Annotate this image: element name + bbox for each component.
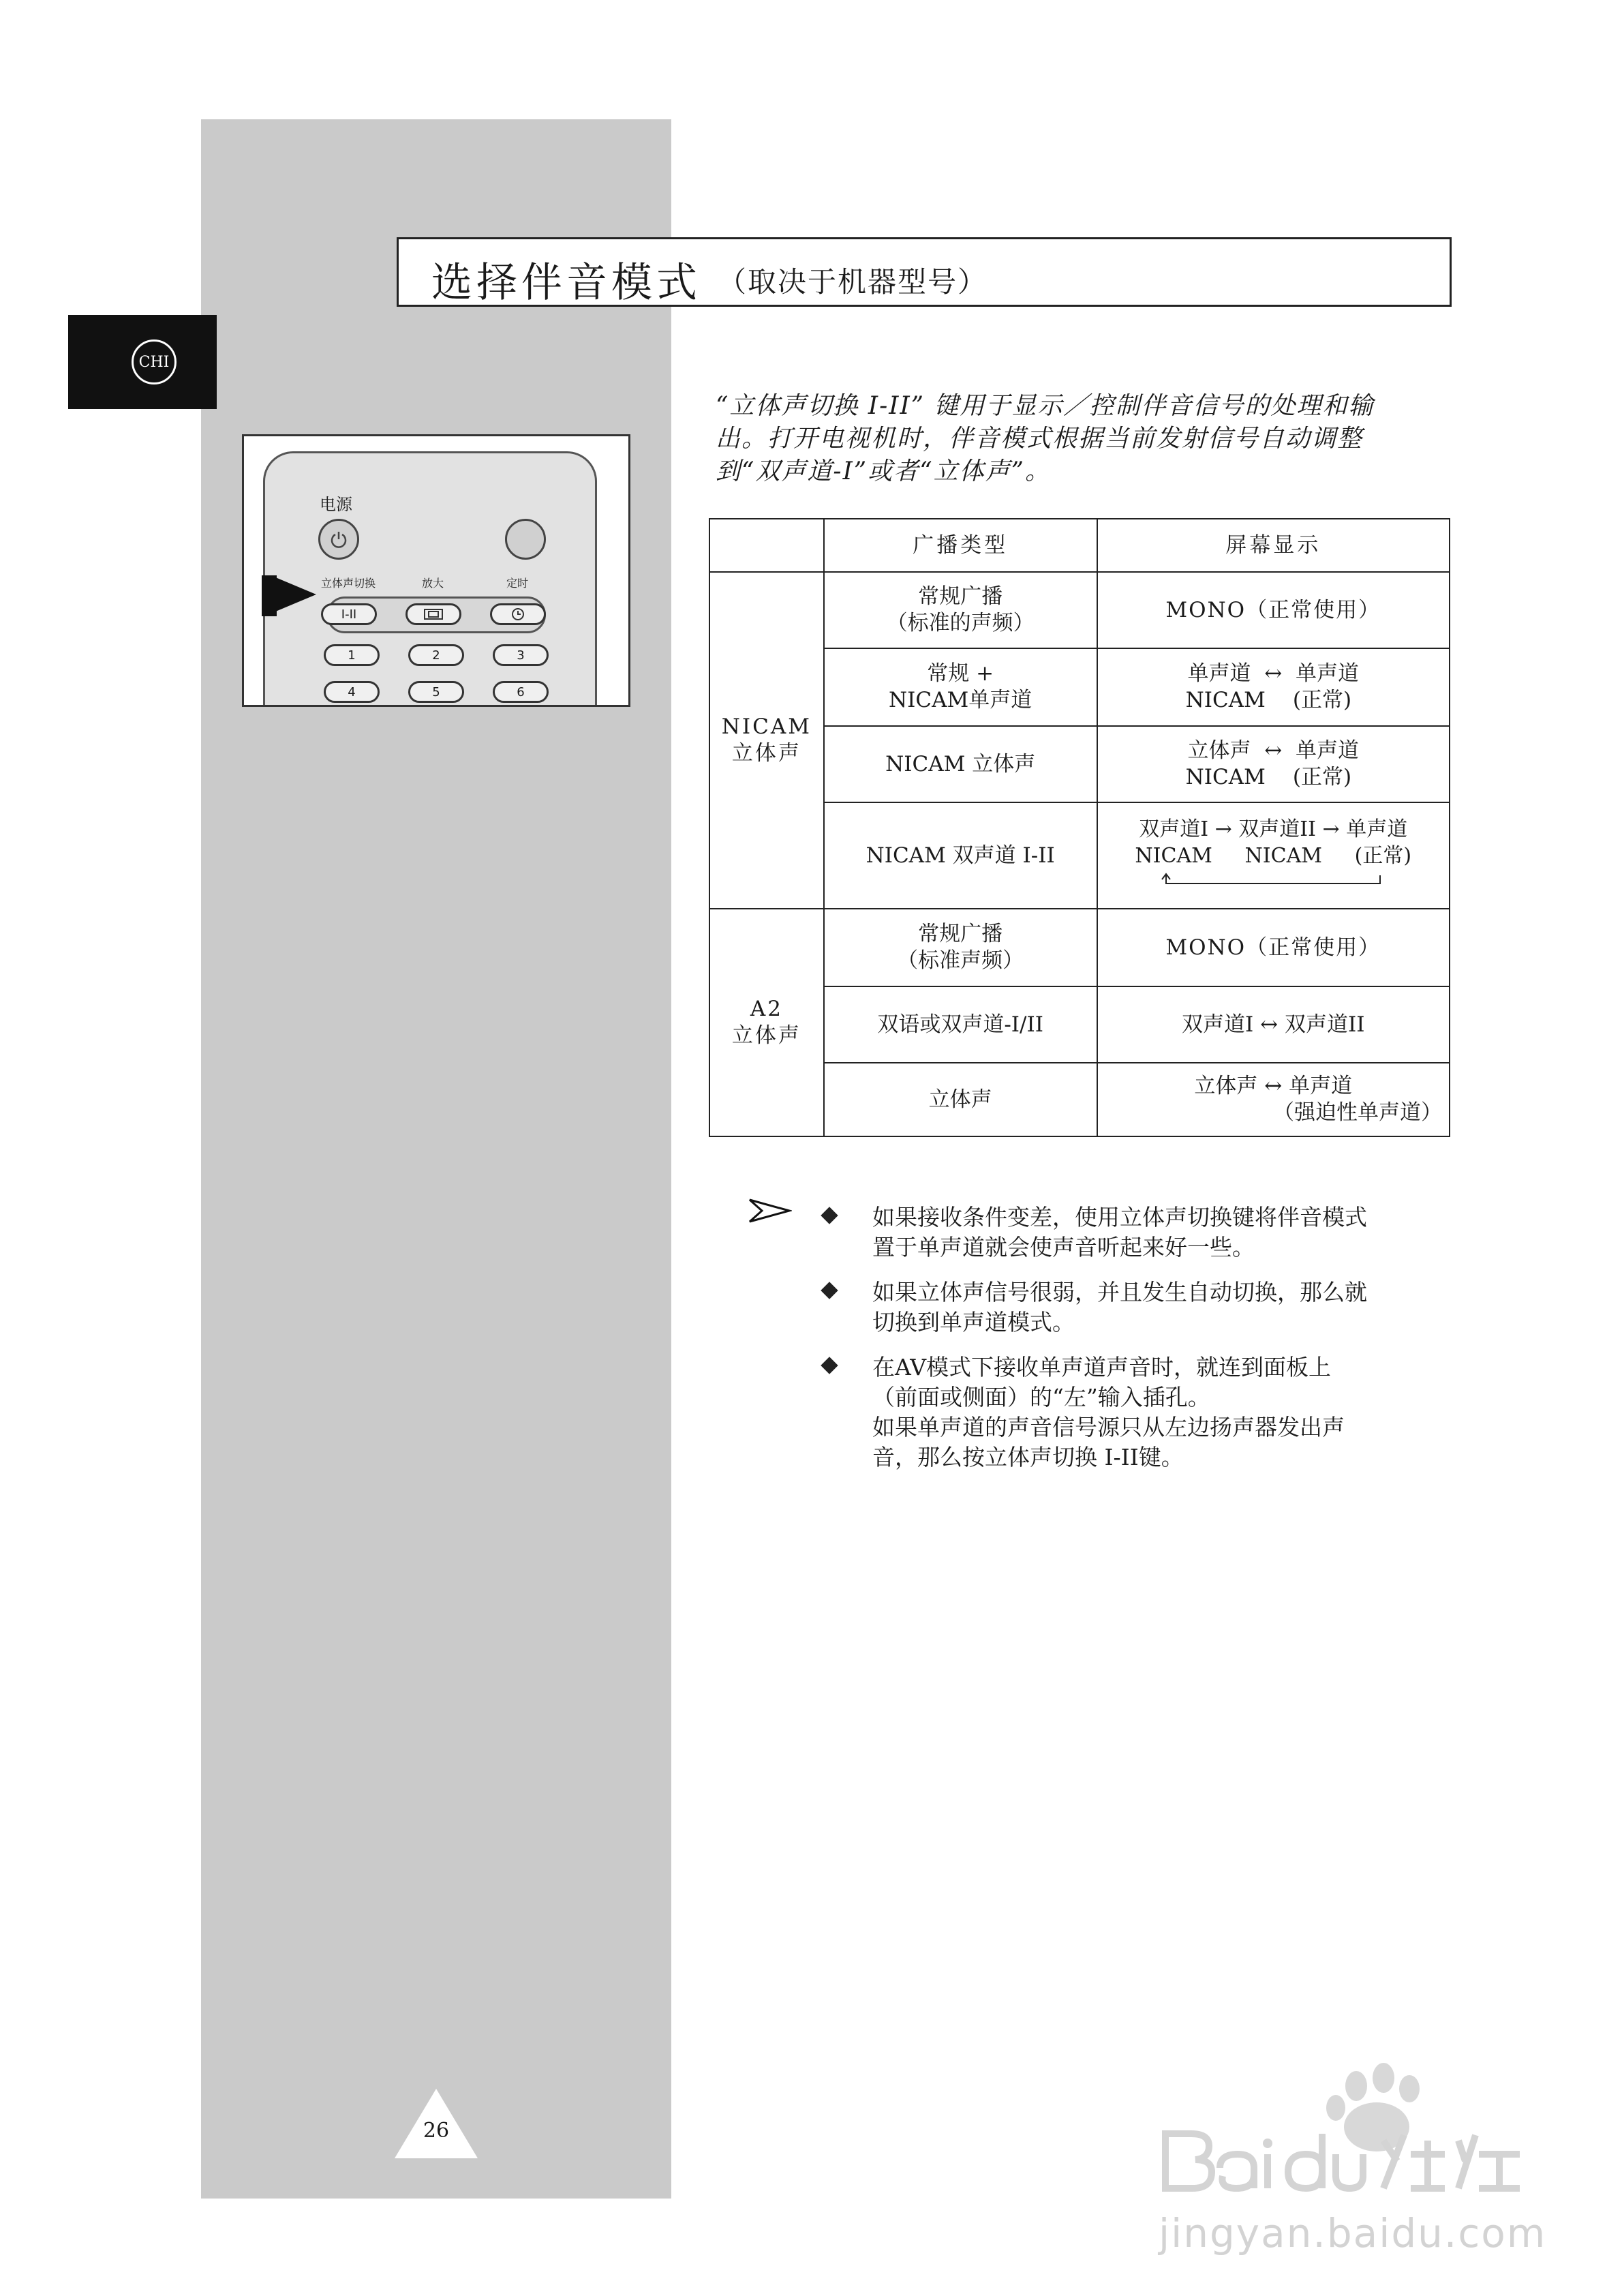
broadcast-type-cell: 常规广播 （标准的声频） (824, 572, 1097, 648)
intro-paragraph (716, 390, 1458, 488)
notes-list (823, 1203, 1464, 1487)
broadcast-type-cell: 立体声 (824, 1063, 1097, 1136)
display-text: （强迫性单声道） (1273, 1100, 1442, 1125)
page-number: 26 (423, 2119, 450, 2143)
bullet-diamond-icon (821, 1282, 838, 1299)
language-tab (68, 315, 217, 409)
note-line: 置于单声道就会使声音听起来好一些。 (872, 1234, 1255, 1260)
display-arrow: ↔ (1264, 661, 1283, 686)
number-key: 2 (408, 644, 464, 666)
language-badge: CHI (132, 339, 177, 384)
note-item (823, 1203, 1464, 1263)
number-key: 3 (493, 644, 549, 666)
intro-line: 出。打开电视机时，伴音模式根据当前发射信号自动调整 (716, 425, 1364, 453)
sidebar-gray-column (201, 119, 671, 2199)
title-box (397, 237, 1452, 307)
table-header (709, 519, 824, 572)
display-cell (1097, 726, 1450, 802)
power-label: 电源 (320, 495, 352, 514)
remote-illustration (242, 434, 630, 707)
broadcast-type-cell: 常规广播 （标准声频） (824, 909, 1097, 986)
note-line: 如果立体声信号很弱，并且发生自动切换，那么就 (872, 1279, 1367, 1305)
table-header-row (709, 519, 1450, 572)
display-cell (1097, 802, 1450, 909)
intro-line: “立体声切换 I-II” 键用于显示／控制伴音信号的处理和输 (716, 392, 1375, 420)
intro-line: 到“双声道-I”或者“立体声”。 (716, 457, 1052, 485)
display-arrow: ↔ (1264, 738, 1283, 763)
broadcast-type-cell: 双语或双声道-I/II (824, 986, 1097, 1063)
display-text: NICAM (1185, 765, 1266, 789)
note-line: 音，那么按立体声切换 I-II键。 (872, 1444, 1184, 1470)
note-line: 如果接收条件变差，使用立体声切换键将伴音模式 (872, 1204, 1367, 1230)
group-cell: A2 立体声 (709, 909, 824, 1136)
pointer-arrow-icon (274, 577, 316, 612)
number-key: 1 (324, 644, 380, 666)
loop-arrow-icon (1161, 873, 1386, 889)
note-line: （前面或侧面）的“左”输入插孔。 (872, 1384, 1210, 1410)
display-text: 单声道 (1295, 738, 1359, 763)
note-line: 在AV模式下接收单声道声音时，就连到面板上 (872, 1354, 1332, 1380)
display-text: NICAM (1185, 688, 1266, 712)
display-cell: MONO（正常使用） (1097, 572, 1450, 648)
display-cell: MONO（正常使用） (1097, 909, 1450, 986)
display-cell (1097, 648, 1450, 726)
display-text: (正常) (1292, 688, 1352, 712)
broadcast-type-cell: NICAM 立体声 (824, 726, 1097, 802)
display-text: 立体声 (1187, 738, 1251, 763)
display-text: 双声道I → 双声道II → 单声道 (1139, 817, 1408, 841)
display-text: 立体声 ↔ 单声道 (1194, 1074, 1353, 1098)
display-text: 单声道 (1295, 661, 1359, 686)
page-subtitle: （取决于机器型号） (718, 265, 988, 299)
group-cell: NICAM 立体声 (709, 572, 824, 909)
number-key: 5 (408, 681, 464, 703)
display-text: 单声道 (1187, 661, 1251, 686)
baidu-watermark-logo (1152, 2059, 1533, 2202)
number-key: 4 (324, 681, 380, 703)
note-line: 如果单声道的声音信号源只从左边扬声器发出声 (872, 1414, 1345, 1440)
power-icon (328, 529, 349, 549)
power-button (318, 519, 359, 560)
stereo-button: I-II (321, 603, 377, 625)
bullet-diamond-icon (821, 1357, 838, 1374)
display-cell: 双声道I ↔ 双声道II (1097, 986, 1450, 1063)
table-header: 广播类型 (824, 519, 1097, 572)
display-text: NICAM NICAM (正常) (1135, 843, 1412, 868)
note-line: 切换到单声道模式。 (872, 1309, 1075, 1335)
broadcast-type-cell: NICAM 双声道 I-II (824, 802, 1097, 909)
bullet-diamond-icon (821, 1207, 838, 1224)
number-key: 6 (493, 681, 549, 703)
blank-round-button (505, 519, 546, 560)
display-text: (正常) (1292, 765, 1352, 789)
note-item (823, 1278, 1464, 1338)
stereo-label: 立体声切换 (321, 577, 376, 590)
zoom-button (406, 603, 461, 625)
watermark-url: jingyan.baidu.com (1159, 2210, 1547, 2256)
sound-mode-table (709, 518, 1450, 1137)
tip-arrow-icon (748, 1197, 792, 1224)
timer-label: 定时 (506, 577, 529, 590)
broadcast-type-cell: 常规 + NICAM单声道 (824, 648, 1097, 726)
note-item (823, 1353, 1464, 1472)
zoom-icon (423, 608, 444, 620)
display-cell (1097, 1063, 1450, 1136)
timer-button (490, 603, 546, 625)
table-header: 屏幕显示 (1097, 519, 1450, 572)
page-title: 选择伴音模式 (431, 259, 701, 307)
table-row (709, 909, 1450, 986)
clock-icon (510, 607, 525, 622)
zoom-label: 放大 (422, 577, 444, 590)
table-row (709, 572, 1450, 648)
